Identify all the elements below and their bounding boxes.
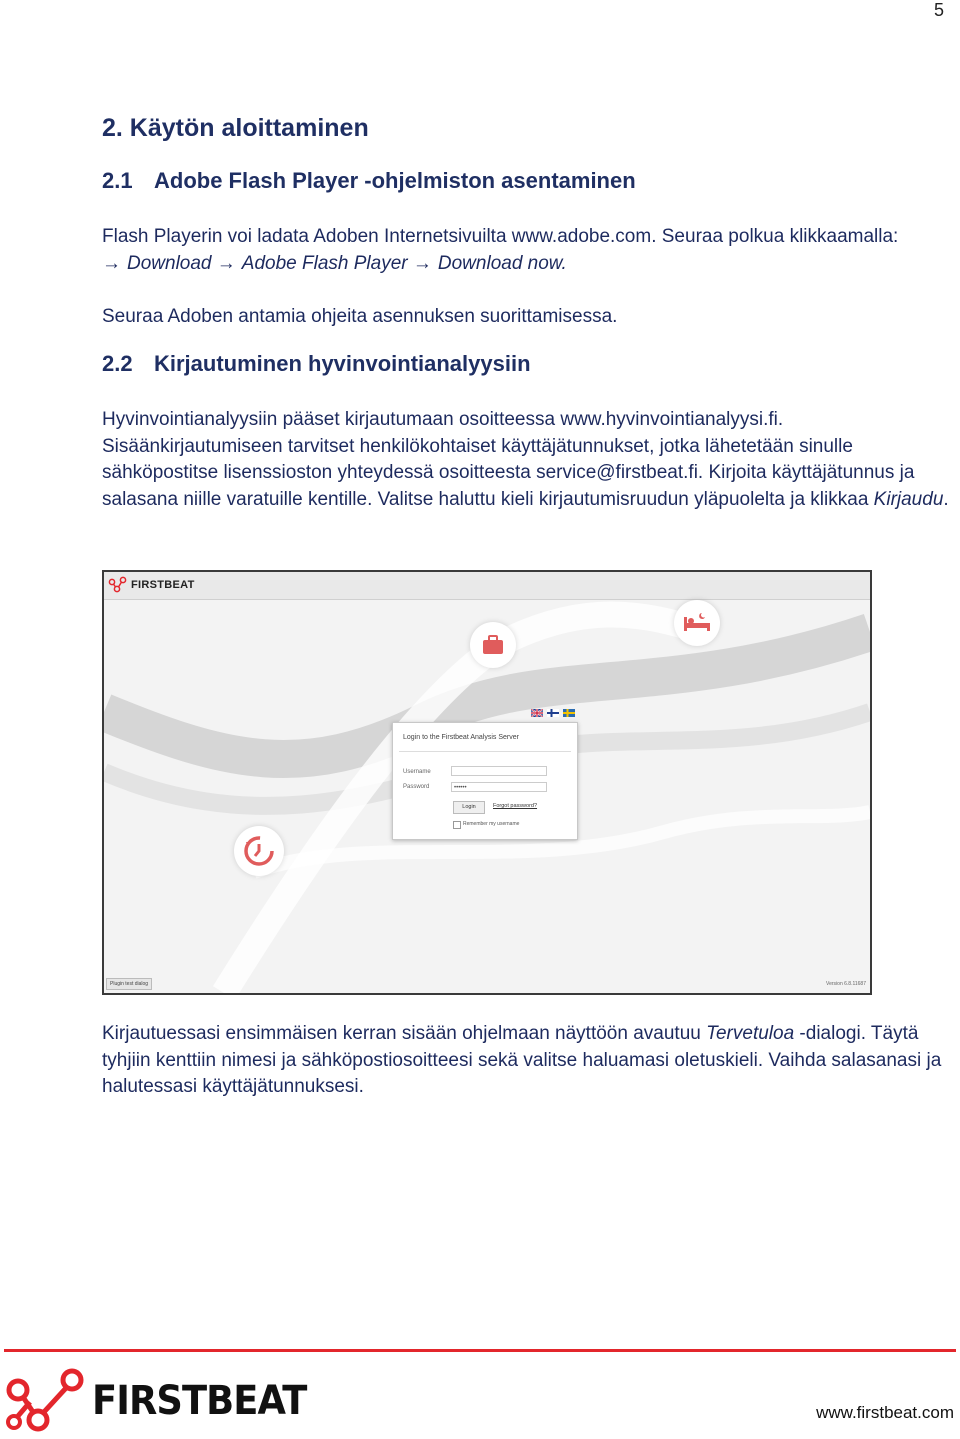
arrow-icon: → xyxy=(216,252,236,274)
period: . xyxy=(943,488,949,510)
path-flash-player: Adobe Flash Player xyxy=(241,252,408,274)
username-input[interactable] xyxy=(451,766,547,776)
password-input[interactable]: •••••• xyxy=(451,782,547,792)
paragraph-login xyxy=(102,407,952,513)
welcome-text: Kirjautuessasi ensimmäisen kerran sisään ohjelmaan näyttöön avautuu xyxy=(102,1023,707,1044)
arrow-icon: → xyxy=(102,252,121,274)
path-download: Download xyxy=(127,252,212,274)
login-button[interactable]: Login xyxy=(453,801,485,814)
footer-logo xyxy=(4,1366,325,1436)
login-screenshot xyxy=(102,570,872,995)
flash-line: Flash Playerin voi ladata Adoben Internetsivuilta www.adobe.com. Seuraa polkua klikkaamalla: xyxy=(102,226,899,247)
recovery-clock-icon xyxy=(234,826,284,876)
section-title: Kirjautuminen hyvinvointianalyysiin xyxy=(154,351,531,376)
main-heading: 2. Käytön aloittaminen xyxy=(102,114,369,142)
section-2-2-heading xyxy=(102,351,531,377)
plugin-test-button[interactable]: Plugin test dialog xyxy=(106,978,152,990)
remember-checkbox[interactable] xyxy=(453,821,461,829)
section-number: 2.1 xyxy=(102,168,133,193)
password-label: Password xyxy=(403,784,430,790)
paragraph-instructions: Seuraa Adoben antamia ohjeita asennuksen suorittamisessa. xyxy=(102,306,618,327)
username-label: Username xyxy=(403,769,431,775)
version-label: Version 6.8.11687 xyxy=(826,981,866,987)
section-number: 2.2 xyxy=(102,351,133,376)
path-download-now: Download now xyxy=(437,252,562,274)
login-text: Hyvinvointianalyysiin pääset kirjautumaan osoitteessa www.hyvinvointianalyysi.fi. Sisäänkirjautumiseen tarvitset henkilökohtaiset käyttäjätunnukset, jotka lähetetään sinulle sähköpostitse lisenssioston yhteydessä osoitteesta service@firstbeat.fi. Kirjoita käyttäjätunnus ja salasana niille varatuille kentille. Valitse haluttu kieli kirjautumisruudun yläpuolelta ja klikkaa xyxy=(102,409,915,510)
welcome-text-end: -dialogi. Täytä tyhjiin kenttiin nimesi ja sähköpostiosoitteesi sekä valitse haluamasi oletuskieli. Vaihda salasanasi ja halutessasi käyttäjätunnuksesi. xyxy=(102,1023,942,1097)
footer-divider xyxy=(4,1349,956,1352)
footer-logo-icon xyxy=(4,1366,84,1436)
page-number: 5 xyxy=(933,0,944,20)
flag-uk-icon[interactable] xyxy=(531,709,543,717)
forgot-password-link[interactable]: Forgot password? xyxy=(493,803,538,809)
emph-tervetuloa: Tervetuloa xyxy=(706,1023,795,1044)
footer-logo-text: FIRSTBEAT xyxy=(92,1378,307,1424)
remember-label: Remember my username xyxy=(463,821,520,827)
flag-se-icon[interactable] xyxy=(563,709,575,717)
logo-icon xyxy=(108,576,128,594)
paragraph-flash: Flash Playerin voi ladata Adoben Internetsivuilta www.adobe.com. Seuraa polkua klikkaamalla: → Download → Adobe Flash Player → Download now. xyxy=(102,224,952,277)
bed-icon xyxy=(674,600,720,646)
emph-kirjaudu: Kirjaudu xyxy=(873,488,944,510)
briefcase-icon xyxy=(470,622,516,668)
flag-fi-icon[interactable] xyxy=(547,709,559,717)
login-title: Login to the Firstbeat Analysis Server xyxy=(403,734,519,741)
logo-text: FIRSTBEAT xyxy=(131,579,195,591)
login-dialog xyxy=(392,722,578,840)
section-title: Adobe Flash Player -ohjelmiston asentaminen xyxy=(154,168,636,193)
app-header xyxy=(104,572,870,600)
divider xyxy=(399,751,571,752)
firstbeat-logo xyxy=(108,576,195,594)
arrow-icon: → xyxy=(412,252,432,274)
paragraph-welcome xyxy=(102,1021,952,1101)
section-2-1-heading xyxy=(102,168,636,194)
footer-url[interactable]: www.firstbeat.com xyxy=(816,1403,954,1422)
language-flags xyxy=(531,709,575,717)
